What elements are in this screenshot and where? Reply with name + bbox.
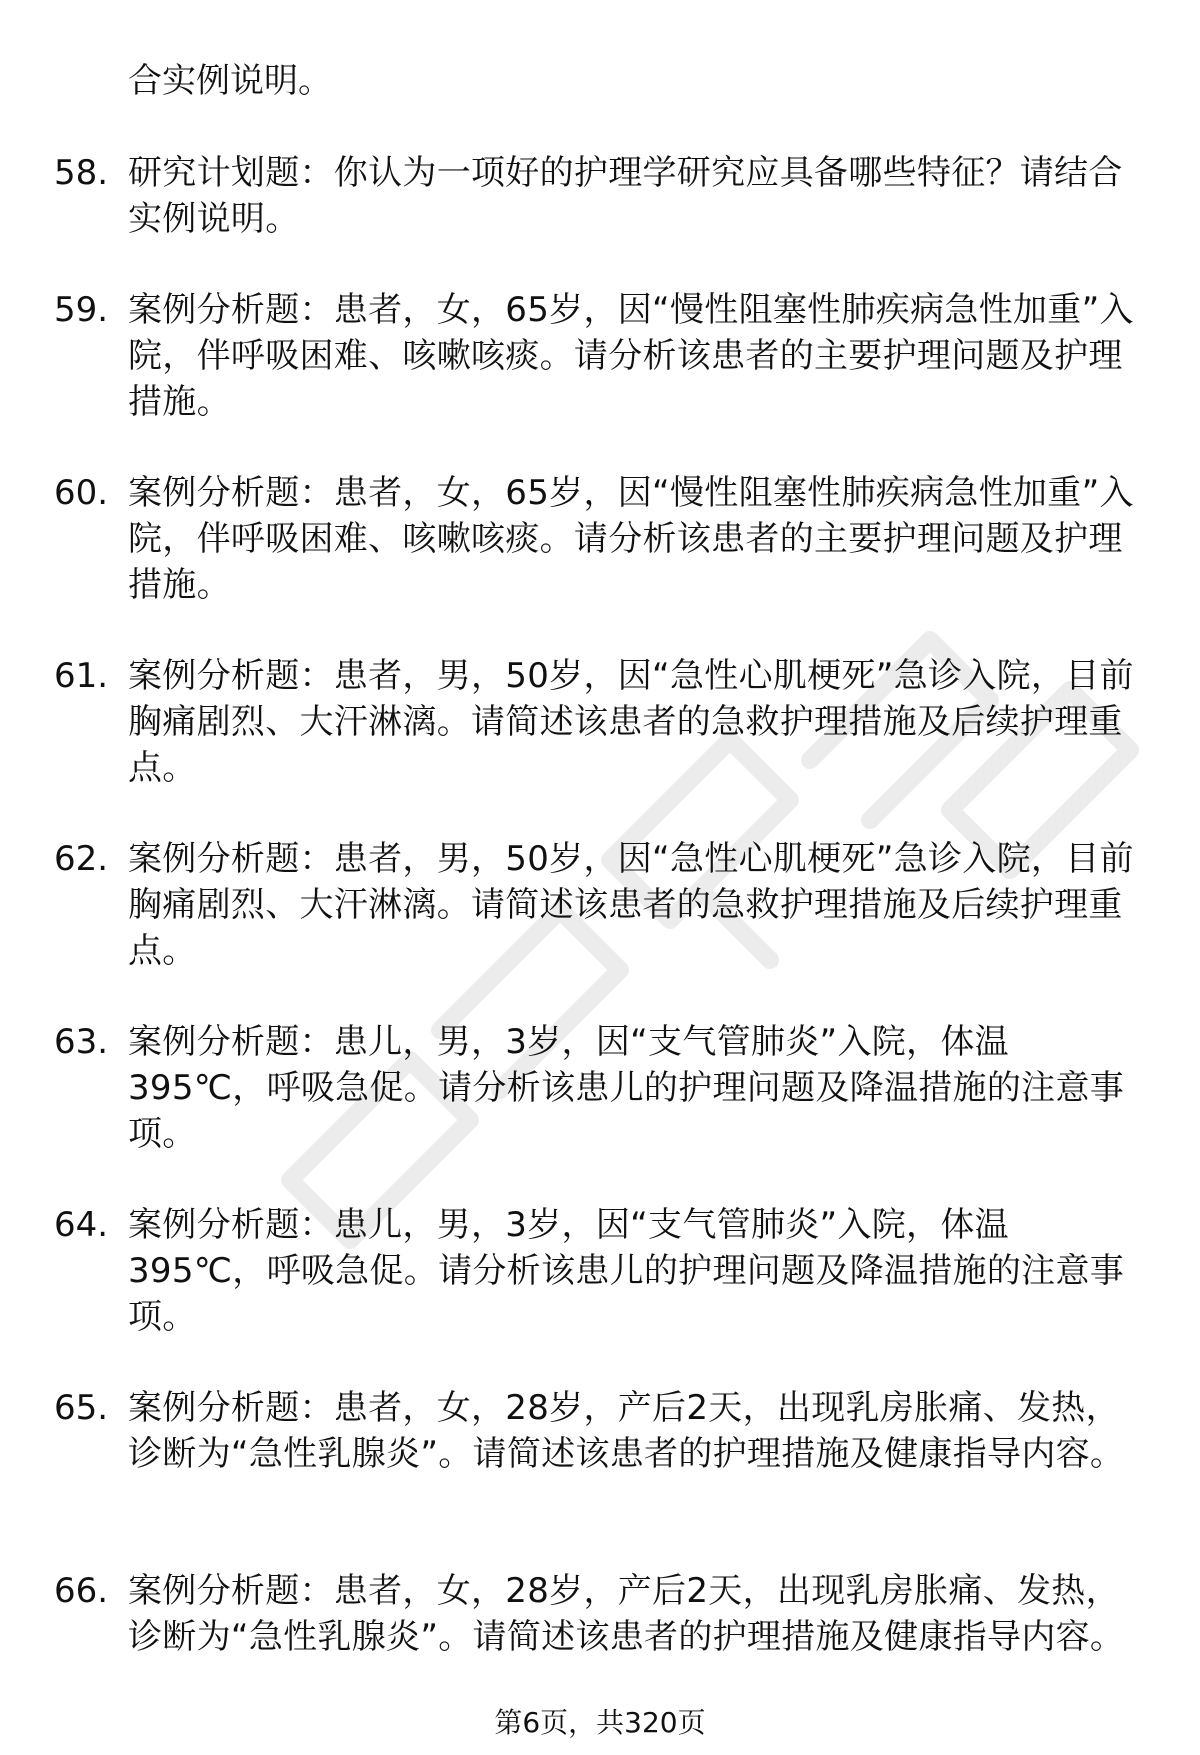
question-list: [0, 150, 1200, 1751]
question-text: 案例分析题：患者，女，65岁，因“慢性阻塞性肺疾病急性加重”入院，伴呼吸困难、咳嗽咳痰。请分析该患者的主要护理问题及护理措施。: [128, 290, 1134, 422]
question-number: 63.: [54, 1022, 109, 1062]
question-item: [0, 836, 1200, 1019]
question-number: 58.: [54, 153, 109, 193]
question-text: 案例分析题：患儿，男，3岁，因“支气管肺炎”入院，体温395℃，呼吸急促。请分析该患儿的护理问题及降温措施的注意事项。: [128, 1022, 1125, 1154]
question-item: [0, 653, 1200, 836]
question-item: [0, 1202, 1200, 1385]
page-number-footer: 第6页，共320页: [494, 1706, 706, 1739]
question-item: [0, 470, 1200, 653]
question-number: 64.: [54, 1205, 109, 1245]
question-number: 65.: [54, 1388, 109, 1428]
question-item: [0, 287, 1200, 470]
question-text: 案例分析题：患儿，男，3岁，因“支气管肺炎”入院，体温395℃，呼吸急促。请分析该患儿的护理问题及降温措施的注意事项。: [128, 1205, 1125, 1337]
continued-question-text: 合实例说明。: [128, 61, 332, 101]
question-text: 案例分析题：患者，女，65岁，因“慢性阻塞性肺疾病急性加重”入院，伴呼吸困难、咳嗽咳痰。请分析该患者的主要护理问题及护理措施。: [128, 473, 1134, 605]
question-number: 66.: [54, 1571, 109, 1611]
question-item: [0, 1019, 1200, 1202]
question-text: 案例分析题：患者，男，50岁，因“急性心肌梗死”急诊入院，目前胸痛剧烈、大汗淋漓。请简述该患者的急救护理措施及后续护理重点。: [128, 839, 1134, 971]
question-number: 61.: [54, 656, 109, 696]
question-text: 案例分析题：患者，男，50岁，因“急性心肌梗死”急诊入院，目前胸痛剧烈、大汗淋漓。请简述该患者的急救护理措施及后续护理重点。: [128, 656, 1134, 788]
question-number: 62.: [54, 839, 109, 879]
question-number: 60.: [54, 473, 109, 513]
question-text: 研究计划题：你认为一项好的护理学研究应具备哪些特征？请结合实例说明。: [128, 153, 1123, 239]
question-text: 案例分析题：患者，女，28岁，产后2天，出现乳房胀痛、发热，诊断为“急性乳腺炎”。请简述该患者的护理措施及健康指导内容。: [128, 1388, 1125, 1474]
question-number: 59.: [54, 290, 109, 330]
question-text: 案例分析题：患者，女，28岁，产后2天，出现乳房胀痛、发热，诊断为“急性乳腺炎”。请简述该患者的护理措施及健康指导内容。: [128, 1571, 1125, 1657]
question-item: [0, 1385, 1200, 1568]
question-item: [0, 150, 1200, 287]
